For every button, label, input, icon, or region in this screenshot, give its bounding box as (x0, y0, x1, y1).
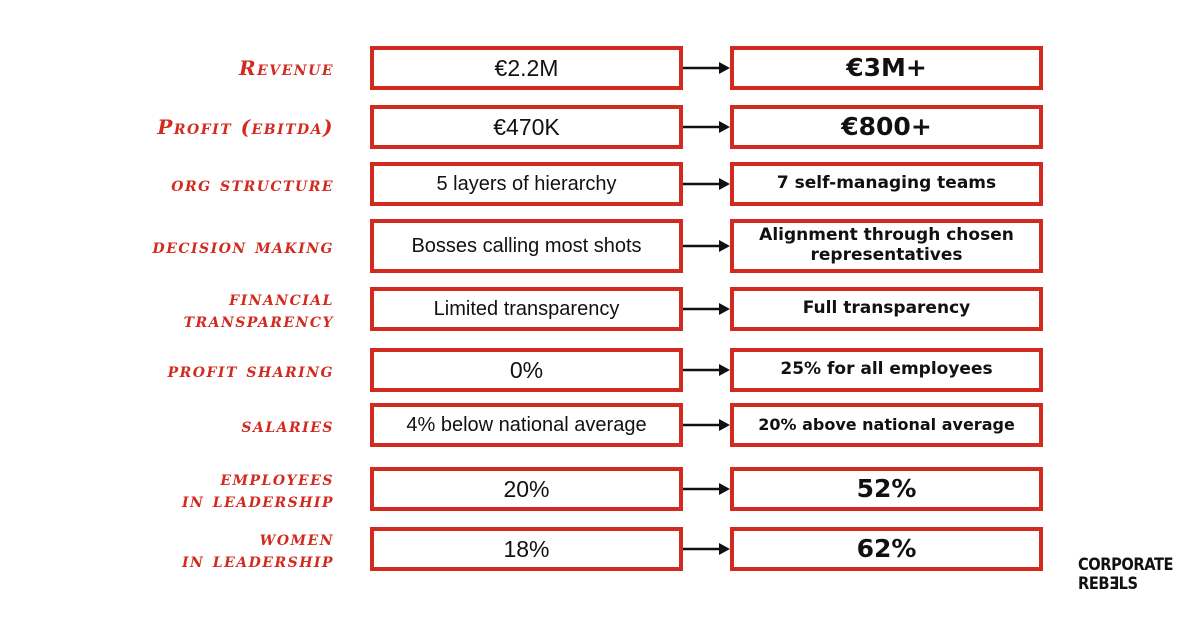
row-label (74, 348, 334, 392)
before-value-box (370, 162, 683, 206)
after-value: €800+ (841, 111, 932, 141)
before-value: Bosses calling most shots (411, 234, 642, 257)
before-value-box (370, 105, 683, 149)
arrow-right-icon (683, 302, 730, 316)
logo-line-1: CORPORATE (1078, 555, 1174, 575)
arrow-right-icon (683, 120, 730, 134)
row-label-text: transparency (183, 308, 334, 332)
before-value: €470K (493, 113, 560, 140)
row-label (74, 467, 334, 511)
after-value: 62% (856, 533, 917, 563)
after-value-box (730, 348, 1043, 392)
before-value: 5 layers of hierarchy (436, 172, 617, 195)
after-value-box (730, 46, 1043, 90)
row-label-text: Revenue (238, 56, 334, 80)
row-label-text: salaries (241, 413, 334, 437)
row-label-text: in leadership (181, 488, 334, 512)
before-value: 18% (503, 535, 550, 562)
after-value: 7 self-managing teams (776, 173, 997, 194)
after-value-box (730, 287, 1043, 331)
row-label (74, 403, 334, 447)
arrow-right-icon (683, 542, 730, 556)
row-label (74, 527, 334, 571)
arrow-right-icon (683, 177, 730, 191)
row-label-text: in leadership (181, 548, 334, 572)
row-label-text: women (259, 526, 334, 550)
after-value-box (730, 219, 1043, 273)
after-value-box (730, 162, 1043, 206)
corporate-rebels-logo (1078, 555, 1174, 594)
row-label (74, 219, 334, 273)
before-value-box (370, 348, 683, 392)
before-value-box (370, 403, 683, 447)
after-value: Alignment through chosen representatives (759, 225, 1014, 265)
row-label (74, 46, 334, 90)
before-value: €2.2M (494, 54, 559, 81)
row-label-text: org structure (171, 172, 334, 196)
arrow-right-icon (683, 239, 730, 253)
before-value-box (370, 46, 683, 90)
after-value: 25% for all employees (780, 359, 993, 380)
before-value: 4% below national average (406, 413, 647, 436)
row-label-text: Profit (ebitda) (157, 115, 334, 139)
before-value-box (370, 527, 683, 571)
row-label-text: decision making (152, 234, 334, 258)
row-label-text: financial (229, 286, 334, 310)
after-value-box (730, 105, 1043, 149)
row-label (74, 162, 334, 206)
arrow-right-icon (683, 418, 730, 432)
row-label (74, 105, 334, 149)
before-value: 0% (509, 356, 544, 383)
before-value-box (370, 287, 683, 331)
arrow-right-icon (683, 482, 730, 496)
after-value: €3M+ (846, 52, 927, 82)
after-value: 52% (856, 473, 917, 503)
after-value-box (730, 467, 1043, 511)
after-value: 20% above national average (758, 414, 1015, 434)
after-value-box (730, 527, 1043, 571)
row-label-text: profit sharing (167, 358, 334, 382)
before-value-box (370, 219, 683, 273)
after-value-box (730, 403, 1043, 447)
arrow-right-icon (683, 61, 730, 75)
before-value-box (370, 467, 683, 511)
after-value: Full transparency (802, 298, 971, 319)
row-label (74, 287, 334, 331)
logo-line-2: REBƎLS (1078, 574, 1138, 594)
arrow-right-icon (683, 363, 730, 377)
before-value: 20% (503, 475, 550, 502)
before-value: Limited transparency (433, 297, 620, 320)
row-label-text: employees (220, 466, 334, 490)
